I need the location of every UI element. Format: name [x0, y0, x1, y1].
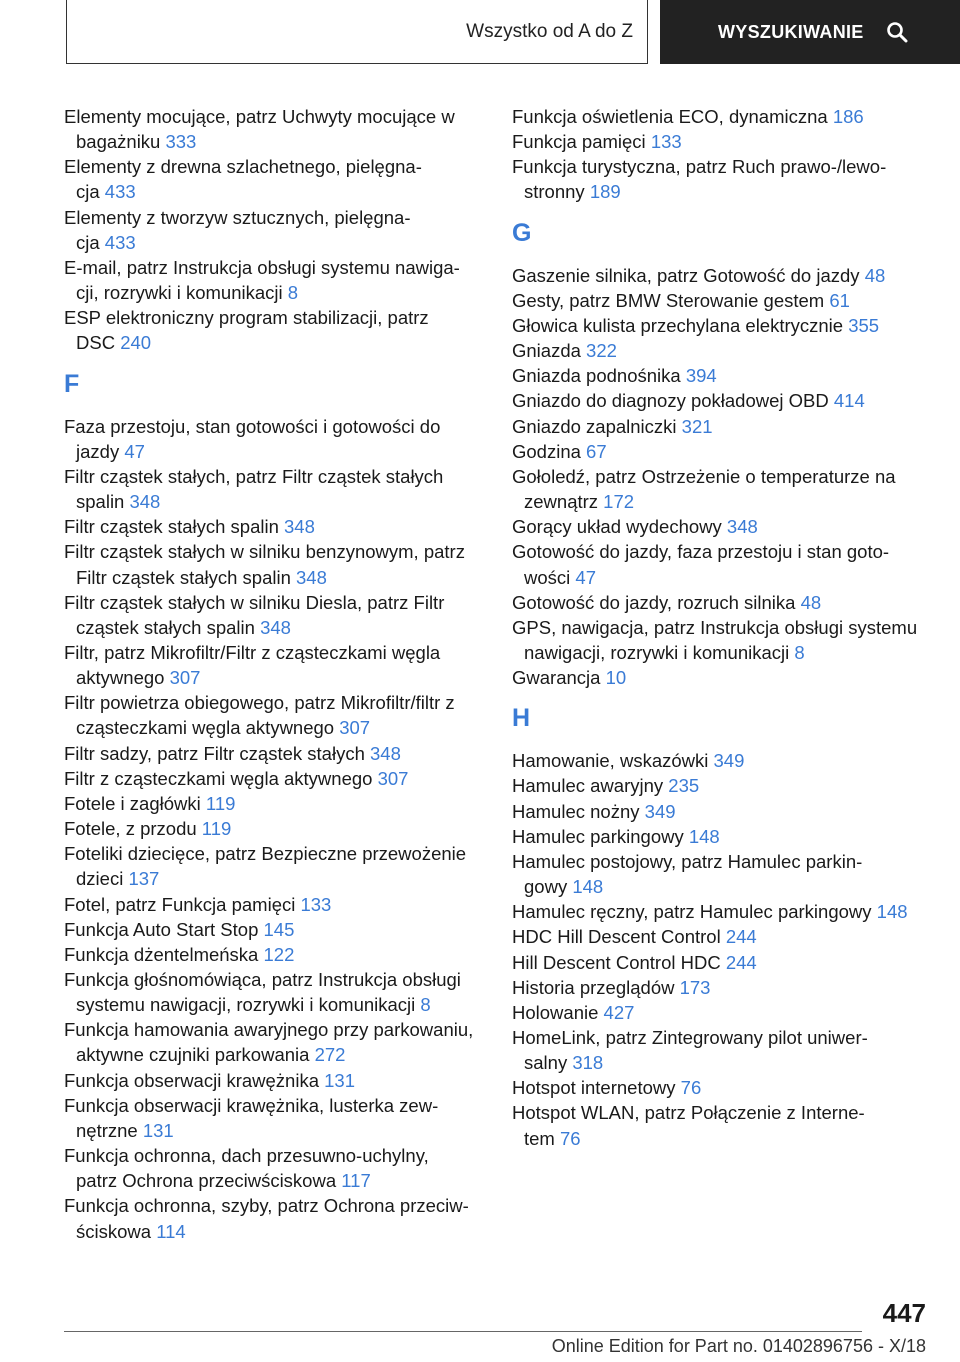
page-ref-link[interactable]: 427 [603, 1001, 635, 1023]
index-letter-heading: H [512, 704, 531, 733]
index-entry [64, 590, 484, 640]
index-entry-text: Funkcja hamowania awaryjnego przy parkowaniu, [64, 1019, 474, 1041]
page-ref-link[interactable]: 131 [142, 1119, 174, 1141]
index-entry [512, 363, 932, 388]
index-entry-text: Fotel, patrz Funkcja pamięci [64, 893, 296, 915]
index-entry [64, 967, 484, 1017]
index-entry [64, 1093, 484, 1143]
index-entry-text: systemu nawigacji, rozrywki i komunikacji [76, 994, 416, 1016]
tab-search[interactable] [660, 0, 960, 64]
index-entry [64, 514, 484, 539]
index-entry-text: Foteliki dziecięce, patrz Bezpieczne przewożenie [64, 843, 467, 865]
index-entry-text: Gniazdo do diagnozy pokładowej OBD [512, 390, 829, 412]
index-entry-text: Funkcja obserwacji krawężnika [64, 1069, 319, 1091]
page-ref-link[interactable]: 235 [668, 775, 700, 797]
index-entry [64, 791, 484, 816]
index-entry [64, 539, 484, 589]
index-entry-text: patrz Ochrona przeciwściskowa [76, 1170, 337, 1192]
page-ref-link[interactable]: 433 [104, 231, 136, 253]
index-entry-text: HDC Hill Descent Control [512, 926, 721, 948]
page-ref-link[interactable]: 307 [339, 717, 371, 739]
index-entry-text: Hamowanie, wskazówki [512, 750, 709, 772]
page-ref-link[interactable]: 349 [644, 800, 676, 822]
magnifier-icon [886, 21, 908, 43]
index-entry-text: GPS, nawigacja, patrz Instrukcja obsługi systemu [512, 616, 918, 638]
index-column-left [64, 104, 484, 1244]
index-entry-text: Filtr powietrza obiegowego, patrz Mikrofiltr/filtr z [64, 692, 455, 714]
index-entry [64, 1017, 484, 1067]
index-entry [512, 338, 932, 363]
index-entry-text: Funkcja obserwacji krawężnika, lusterka zew- [64, 1094, 439, 1116]
page-ref-link[interactable]: 48 [864, 264, 886, 286]
page-ref-link[interactable]: 348 [284, 516, 315, 538]
index-entry [64, 766, 484, 791]
index-entry-text: Elementy z drewna szlachetnego, pielęgna- [64, 156, 422, 178]
index-entry [64, 1068, 484, 1093]
page-ref-link[interactable]: 272 [314, 1044, 346, 1066]
index-entry [64, 414, 484, 464]
index-entry-text: Filtr cząstek stałych w silniku Diesla, patrz Filtr [64, 591, 445, 613]
index-entry-text: stronny [524, 181, 585, 203]
index-entry-text: Elementy z tworzyw sztucznych, pielęgna- [64, 206, 411, 228]
page-ref-link[interactable]: 47 [124, 440, 145, 462]
index-entry-text: Gniazdo zapalniczki [512, 415, 677, 437]
index-letter-heading: F [64, 369, 80, 398]
page-ref-link[interactable]: 8 [794, 641, 805, 663]
page-ref-link[interactable]: 244 [725, 951, 757, 973]
index-entry-text: DSC [76, 332, 116, 354]
page-ref-link[interactable]: 76 [559, 1127, 581, 1149]
page-ref-link[interactable]: 189 [589, 181, 621, 203]
page-ref-link[interactable]: 145 [263, 918, 295, 940]
index-entry-text: Funkcja dżentelmeńska [64, 943, 259, 965]
page-ref-link[interactable]: 137 [128, 868, 160, 890]
index-entry-text: Elementy mocujące, patrz Uchwyty mocujące w [64, 106, 455, 127]
index-entry-text: jazdy [76, 440, 120, 462]
index-entry-text: Funkcja oświetlenia ECO, dynamiczna [512, 106, 828, 127]
index-entry-text: aktywnego [76, 667, 165, 689]
index-entry [512, 288, 932, 313]
index-entry-text: Hamulec nożny [512, 800, 640, 822]
index-entry-text: Funkcja ochronna, szyby, patrz Ochrona przeciw- [64, 1195, 469, 1217]
index-entry-text: E-mail, patrz Instrukcja obsługi systemu nawiga- [64, 256, 460, 278]
index-entry [512, 464, 932, 514]
index-entry-text: cja [76, 231, 100, 253]
index-entry [512, 1000, 932, 1025]
index-entry [512, 154, 932, 204]
page-ref-link[interactable]: 122 [263, 943, 295, 965]
page-ref-link[interactable]: 8 [420, 994, 431, 1016]
index-entry-text: Gesty, patrz BMW Sterowanie gestem [512, 289, 825, 311]
page-ref-link[interactable]: 61 [829, 289, 850, 311]
index-entry-text: Gotowość do jazdy, faza przestoju i stan goto- [512, 541, 890, 563]
index-entry [512, 313, 932, 338]
index-letter-heading: G [512, 218, 532, 247]
index-entry-text: Hamulec postojowy, patrz Hamulec parkin- [512, 850, 863, 872]
index-entry [64, 917, 484, 942]
page-ref-link[interactable]: 47 [575, 566, 596, 588]
page-ref-link[interactable]: 333 [165, 131, 197, 153]
page-ref-link[interactable]: 394 [685, 365, 717, 387]
index-entry-text: spalin [76, 491, 125, 513]
index-entry [512, 924, 932, 949]
index-entry [512, 773, 932, 798]
page-ref-link[interactable]: 10 [605, 667, 627, 689]
index-entry-text: Fotele i zagłówki [64, 792, 201, 814]
index-entry-text: Funkcja głośnomówiąca, patrz Instrukcja obsługi [64, 969, 461, 990]
page-ref-link[interactable]: 322 [586, 340, 617, 362]
page-ref-link[interactable]: 348 [129, 491, 161, 513]
page-ref-link[interactable]: 321 [681, 415, 713, 437]
index-entry [512, 665, 932, 690]
tab-a-to-z-label: Wszystko od A do Z [466, 20, 633, 42]
index-entry-text: Hamulec parkingowy [512, 825, 684, 847]
index-entry [512, 1025, 932, 1075]
index-entry [64, 816, 484, 841]
index-entry-text: Gwarancja [512, 667, 601, 689]
index-entry-text: Hamulec awaryjny [512, 775, 664, 797]
index-entry [64, 154, 484, 204]
index-column-right [512, 104, 932, 1151]
index-entry-text: Gołoledź, patrz Ostrzeżenie o temperaturze na [512, 465, 896, 487]
index-entry [64, 942, 484, 967]
index-entry-text: Filtr cząstek stałych spalin [64, 516, 279, 538]
index-entry [64, 104, 484, 154]
page-ref-link[interactable]: 186 [832, 106, 864, 127]
index-entry-text: Fotele, z przodu [64, 818, 197, 840]
index-entry-text: Filtr z cząsteczkami węgla aktywnego [64, 767, 373, 789]
index-entry-text: cząstek stałych spalin [76, 616, 255, 638]
page-ref-link[interactable]: 414 [833, 390, 865, 412]
page-ref-link[interactable]: 307 [169, 667, 201, 689]
index-entry [64, 741, 484, 766]
index-entry-text: dzieci [76, 868, 124, 890]
page-ref-link[interactable]: 433 [104, 181, 136, 203]
index-entry-text: Filtr cząstek stałych w silniku benzynowym, patrz [64, 541, 465, 563]
index-entry [512, 748, 932, 773]
footer-edition: Online Edition for Part no. 01402896756 - X/18 [551, 1336, 926, 1356]
index-entry-text: Holowanie [512, 1001, 599, 1023]
footer-divider [64, 1331, 862, 1332]
page-ref-link[interactable]: 307 [377, 767, 409, 789]
page-ref-link[interactable]: 148 [876, 901, 908, 923]
page-ref-link[interactable]: 133 [300, 893, 332, 915]
index-entry-text: Filtr sadzy, patrz Filtr cząstek stałych [64, 742, 365, 764]
index-entry [512, 414, 932, 439]
index-entry-text: Filtr, patrz Mikrofiltr/Filtr z cząsteczkami węgla [64, 641, 441, 663]
index-entry [512, 129, 932, 154]
index-entry [64, 690, 484, 740]
index-entry [512, 799, 932, 824]
index-entry [512, 1075, 932, 1100]
index-entry [512, 950, 932, 975]
index-entry [512, 899, 932, 924]
tab-a-to-z[interactable] [66, 0, 648, 64]
index-entry-text: bagażniku [76, 131, 161, 153]
index-entry-text: nętrzne [76, 1119, 138, 1141]
index-entry-text: Hotspot WLAN, patrz Połączenie z Interne- [512, 1102, 865, 1124]
index-entry [512, 615, 932, 665]
page-ref-link[interactable]: 133 [650, 131, 682, 153]
page-ref-link[interactable]: 348 [726, 516, 758, 538]
index-entry-text: Hamulec ręczny, patrz Hamulec parkingowy [512, 901, 872, 923]
tab-search-label: WYSZUKIWANIE [718, 21, 864, 42]
index-entry-text: aktywne czujniki parkowania [76, 1044, 310, 1066]
index-entry-text: Gaszenie silnika, patrz Gotowość do jazdy [512, 264, 860, 286]
index-entry-text: Filtr cząstek stałych spalin [76, 566, 291, 588]
page-ref-link[interactable]: 148 [688, 825, 720, 847]
index-entry-text: zewnątrz [524, 491, 599, 513]
index-entry [512, 975, 932, 1000]
page-ref-link[interactable]: 76 [680, 1077, 702, 1099]
index-entry-text: nawigacji, rozrywki i komunikacji [524, 641, 790, 663]
page-ref-link[interactable]: 348 [260, 616, 291, 638]
index-entry [512, 590, 932, 615]
page-ref-link[interactable]: 318 [572, 1052, 604, 1074]
page-ref-link[interactable]: 349 [713, 750, 745, 772]
index-entry [512, 514, 932, 539]
index-entry-text: wości [524, 566, 571, 588]
index-entry [512, 104, 932, 129]
page-ref-link[interactable]: 244 [725, 926, 757, 948]
page-ref-link[interactable]: 114 [156, 1220, 186, 1242]
index-entry-text: Funkcja Auto Start Stop [64, 918, 259, 940]
index-entry-text: gowy [524, 876, 568, 898]
index-entry-text: ESP elektroniczny program stabilizacji, patrz [64, 307, 429, 329]
index-entry-text: HomeLink, patrz Zintegrowany pilot uniwer- [512, 1027, 868, 1048]
index-entry [512, 824, 932, 849]
index-entry [64, 305, 484, 355]
index-entry [64, 205, 484, 255]
index-entry-text: Funkcja pamięci [512, 131, 646, 153]
page-ref-link[interactable]: 173 [679, 976, 711, 998]
page-ref-link[interactable]: 119 [205, 792, 236, 814]
index-entry-text: Hotspot internetowy [512, 1077, 676, 1099]
index-entry [64, 841, 484, 891]
index-entry [64, 1193, 484, 1243]
index-entry-text: Gorący układ wydechowy [512, 516, 722, 538]
index-entry-text: Godzina [512, 440, 581, 462]
index-entry [512, 388, 932, 413]
index-entry [64, 255, 484, 305]
index-entry [512, 1100, 932, 1150]
page-ref-link[interactable]: 240 [120, 332, 152, 354]
page-ref-link[interactable]: 148 [572, 876, 604, 898]
page-ref-link[interactable]: 67 [586, 440, 607, 462]
index-entry-text: Głowica kulista przechylana elektrycznie [512, 314, 844, 336]
index-entry [512, 263, 932, 288]
index-entry-text: salny [524, 1052, 568, 1074]
index-entry [512, 439, 932, 464]
index-entry-text: Gniazda [512, 340, 581, 362]
index-entry-text: Funkcja turystyczna, patrz Ruch prawo-/lewo- [512, 156, 887, 178]
page-ref-link[interactable]: 119 [201, 818, 232, 840]
index-entry-text: cja [76, 181, 100, 203]
index-entry-text: Hill Descent Control HDC [512, 951, 721, 973]
page-ref-link[interactable]: 172 [603, 491, 635, 513]
page-number: 447 [882, 1298, 926, 1328]
index-entry [64, 1143, 484, 1193]
index-entry-text: cząsteczkami węgla aktywnego [76, 717, 335, 739]
page-ref-link[interactable]: 348 [370, 742, 401, 764]
index-entry-text: cji, rozrywki i komunikacji [76, 282, 283, 304]
index-entry [64, 464, 484, 514]
index-entry-text: tem [524, 1127, 555, 1149]
page-ref-link[interactable]: 8 [287, 282, 299, 304]
index-entry-text: Historia przeglądów [512, 976, 675, 998]
index-entry-text: Faza przestoju, stan gotowości i gotowości do [64, 415, 441, 437]
page-ref-link[interactable]: 131 [324, 1069, 356, 1091]
index-entry-text: Gotowość do jazdy, rozruch silnika [512, 591, 796, 613]
index-entry [512, 849, 932, 899]
index-entry-text: Gniazda podnośnika [512, 365, 681, 387]
index-entry-text: Filtr cząstek stałych, patrz Filtr cząstek stałych [64, 465, 444, 487]
index-entry-text: ściskowa [76, 1220, 152, 1242]
index-entry [512, 539, 932, 589]
index-entry [64, 640, 484, 690]
page-ref-link[interactable]: 355 [848, 314, 880, 336]
index-entry [64, 892, 484, 917]
page-ref-link[interactable]: 348 [296, 566, 327, 588]
index-entry-text: Funkcja ochronna, dach przesuwno-uchylny, [64, 1145, 429, 1167]
page-ref-link[interactable]: 117 [341, 1170, 371, 1192]
page-ref-link[interactable]: 48 [800, 591, 822, 613]
